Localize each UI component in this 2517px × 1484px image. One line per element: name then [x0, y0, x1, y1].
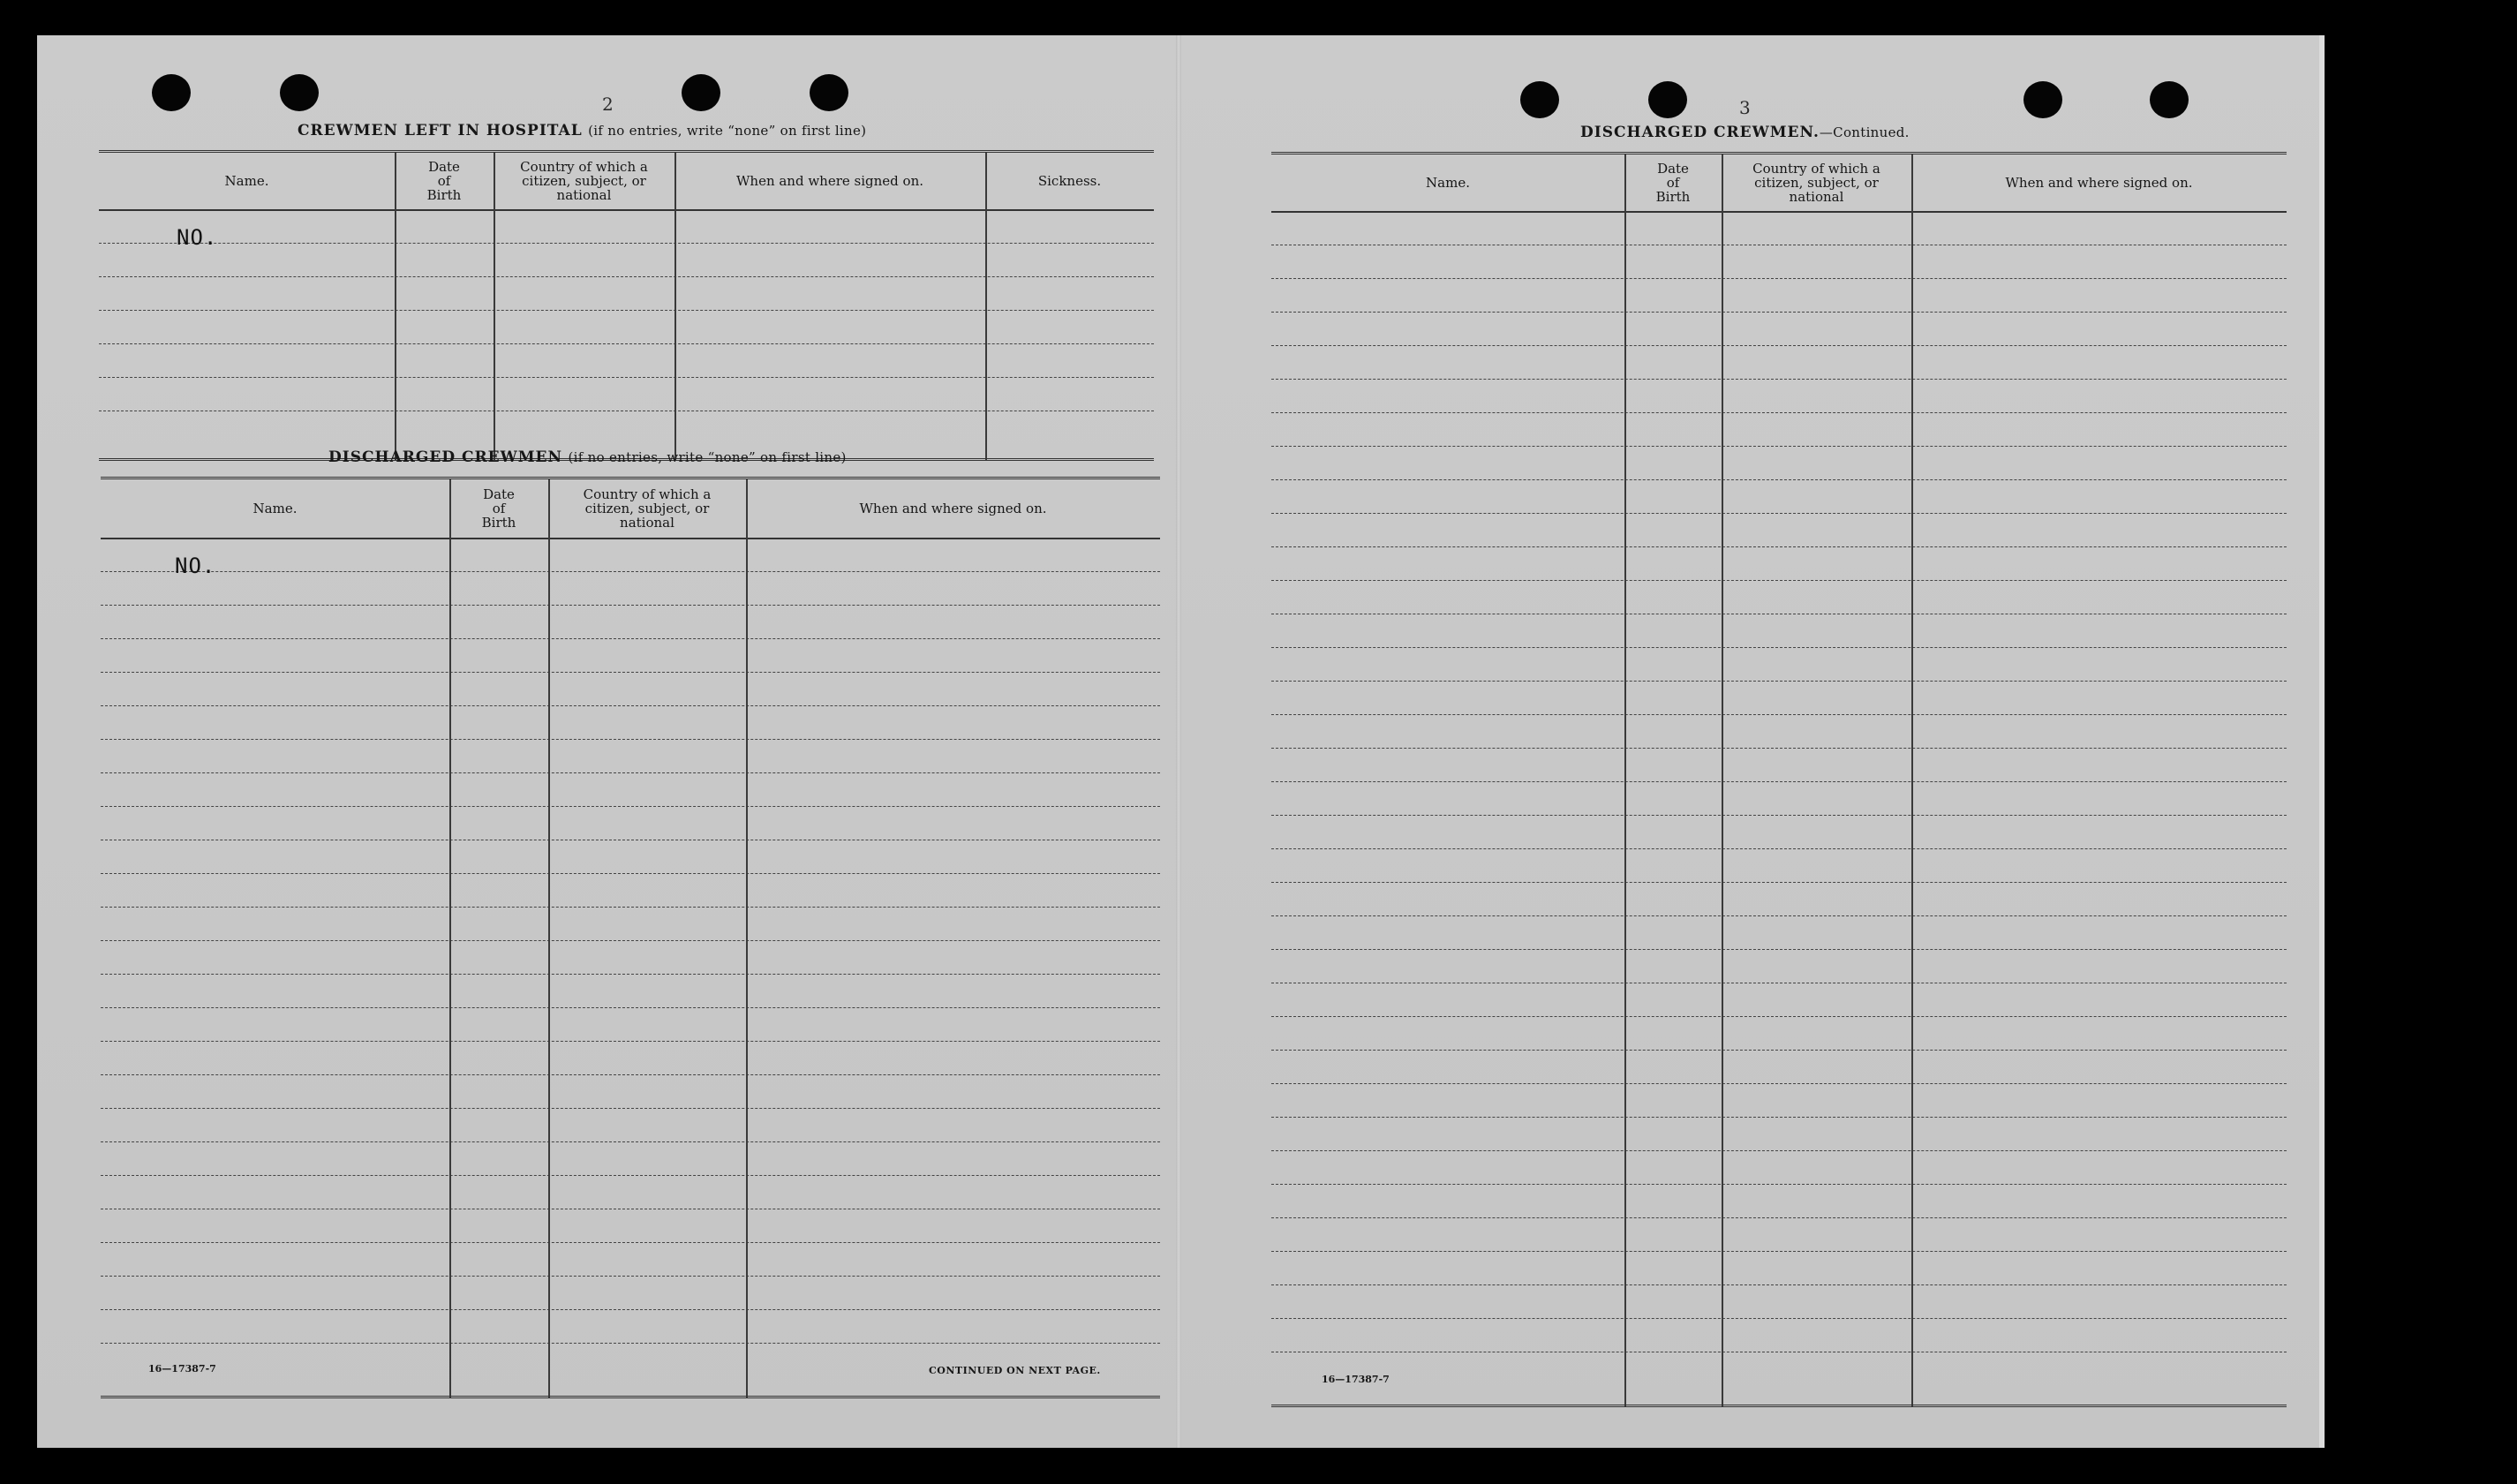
- punch-hole-icon: [1648, 81, 1687, 118]
- col-name: Name.: [1426, 175, 1470, 191]
- ruled-line: [1271, 278, 2287, 279]
- ruled-line: [101, 1108, 1160, 1109]
- punch-hole-icon: [1520, 81, 1559, 118]
- ruled-line: [1271, 1117, 2287, 1118]
- ledger-sheet: [37, 35, 2325, 1448]
- column-divider: [1911, 154, 1913, 1406]
- ruled-line: [101, 1175, 1160, 1176]
- col-sickness: Sickness.: [1037, 173, 1102, 189]
- ruled-line: [99, 276, 1154, 277]
- table-bottom-rule: [101, 1396, 1160, 1398]
- table-bottom-rule: [1271, 1405, 2287, 1407]
- discharged-table: [101, 477, 1160, 1399]
- ruled-line: [99, 343, 1154, 344]
- discharged-title: DISCHARGED CREWMEN: [328, 448, 563, 466]
- ruled-line: [1271, 479, 2287, 480]
- col-country: Country of which a citizen, subject, or national: [583, 486, 712, 531]
- ruled-line: [1271, 1184, 2287, 1185]
- ruled-line: [101, 940, 1160, 941]
- ruled-line: [1271, 848, 2287, 849]
- discharged-continued-title: [1580, 124, 1910, 141]
- col-country: Country of which a citizen, subject, or national: [520, 159, 648, 203]
- ruled-line: [101, 974, 1160, 975]
- discharged-section-title: [328, 448, 847, 466]
- ruled-line: [101, 739, 1160, 740]
- right-page: [1176, 35, 2319, 1448]
- discharged-first-entry: NO.: [175, 554, 216, 578]
- ruled-line: [1271, 882, 2287, 883]
- ruled-line: [1271, 1251, 2287, 1252]
- ruled-line: [101, 1041, 1160, 1042]
- column-divider: [674, 153, 676, 460]
- punch-hole-icon: [810, 74, 848, 111]
- col-signed-on: When and where signed on.: [735, 173, 923, 189]
- col-date-of-birth: Date of Birth: [426, 159, 462, 203]
- ruled-line: [1271, 781, 2287, 782]
- ruled-line: [1271, 580, 2287, 581]
- ruled-line: [101, 1007, 1160, 1008]
- ruled-line: [99, 243, 1154, 244]
- punch-hole-icon: [2023, 81, 2062, 118]
- column-divider: [395, 153, 396, 460]
- ruled-line: [1271, 1050, 2287, 1051]
- left-page: [37, 35, 1176, 1448]
- ruled-line: [101, 1141, 1160, 1142]
- ruled-line: [99, 377, 1154, 378]
- continued-suffix: —Continued.: [1819, 124, 1910, 140]
- continued-note: CONTINUED ON NEXT PAGE.: [929, 1365, 1101, 1376]
- ruled-line: [101, 806, 1160, 807]
- ruled-line: [101, 605, 1160, 606]
- col-date-of-birth: Date of Birth: [481, 486, 516, 531]
- ruled-line: [101, 1343, 1160, 1344]
- ruled-line: [1271, 446, 2287, 447]
- column-divider: [449, 479, 451, 1397]
- column-divider: [1624, 154, 1626, 1406]
- discharged-table-header: [101, 479, 1160, 539]
- punch-hole-icon: [682, 74, 720, 111]
- hospital-section-title: [298, 122, 866, 139]
- discharged-continued-table: [1271, 152, 2287, 1408]
- discharged-continued-header: [1271, 154, 2287, 213]
- page-number: 2: [602, 94, 614, 115]
- punch-hole-icon: [152, 74, 191, 111]
- col-signed-on: When and where signed on.: [2005, 175, 2193, 191]
- column-divider: [1722, 154, 1723, 1406]
- ruled-line: [101, 1074, 1160, 1075]
- ruled-line: [1271, 647, 2287, 648]
- col-signed-on: When and where signed on.: [859, 501, 1047, 516]
- hospital-table-header: [99, 153, 1154, 211]
- col-country: Country of which a citizen, subject, or national: [1752, 161, 1880, 205]
- ruled-line: [1271, 312, 2287, 313]
- ruled-line: [101, 1242, 1160, 1243]
- ruled-line: [1271, 1318, 2287, 1319]
- page-number: 3: [1739, 97, 1751, 118]
- ruled-line: [101, 907, 1160, 908]
- hospital-first-entry: NO.: [177, 225, 218, 250]
- ruled-line: [1271, 949, 2287, 950]
- punch-hole-icon: [280, 74, 319, 111]
- hospital-note: (if no entries, write “none” on first line): [588, 123, 867, 139]
- ruled-line: [101, 772, 1160, 773]
- ruled-line: [1271, 915, 2287, 916]
- hospital-table: [99, 150, 1154, 462]
- ruled-line: [1271, 815, 2287, 816]
- ruled-line: [101, 705, 1160, 706]
- ruled-line: [1271, 1083, 2287, 1084]
- column-divider: [746, 479, 748, 1397]
- hospital-rows: [99, 209, 1154, 462]
- column-divider: [494, 153, 495, 460]
- ruled-line: [1271, 1150, 2287, 1151]
- ruled-line: [1271, 748, 2287, 749]
- ruled-line: [101, 873, 1160, 874]
- discharged-title: DISCHARGED CREWMEN.: [1580, 124, 1820, 141]
- discharged-note: (if no entries, write “none” on first line): [568, 449, 847, 465]
- ruled-line: [1271, 412, 2287, 413]
- ruled-line: [101, 672, 1160, 673]
- discharged-rows: [101, 538, 1160, 1397]
- ruled-line: [101, 1309, 1160, 1310]
- column-divider: [985, 153, 987, 460]
- ruled-line: [1271, 379, 2287, 380]
- form-number: 16—17387-7: [1322, 1374, 1390, 1385]
- ruled-line: [101, 638, 1160, 639]
- ruled-line: [1271, 345, 2287, 346]
- ruled-line: [1271, 1016, 2287, 1017]
- ruled-line: [1271, 513, 2287, 514]
- col-name: Name.: [252, 501, 298, 516]
- col-name: Name.: [224, 173, 269, 189]
- column-divider: [548, 479, 550, 1397]
- ruled-line: [101, 1276, 1160, 1277]
- ruled-line: [101, 571, 1160, 572]
- discharged-continued-rows: [1271, 211, 2287, 1403]
- ruled-line: [1271, 681, 2287, 682]
- ruled-line: [99, 310, 1154, 311]
- punch-hole-icon: [2150, 81, 2189, 118]
- col-date-of-birth: Date of Birth: [1655, 161, 1691, 205]
- ruled-line: [1271, 1217, 2287, 1218]
- ruled-line: [1271, 714, 2287, 715]
- hospital-title: CREWMEN LEFT IN HOSPITAL: [298, 122, 583, 139]
- ruled-line: [1271, 1284, 2287, 1285]
- form-number: 16—17387-7: [148, 1363, 216, 1375]
- ruled-line: [1271, 546, 2287, 547]
